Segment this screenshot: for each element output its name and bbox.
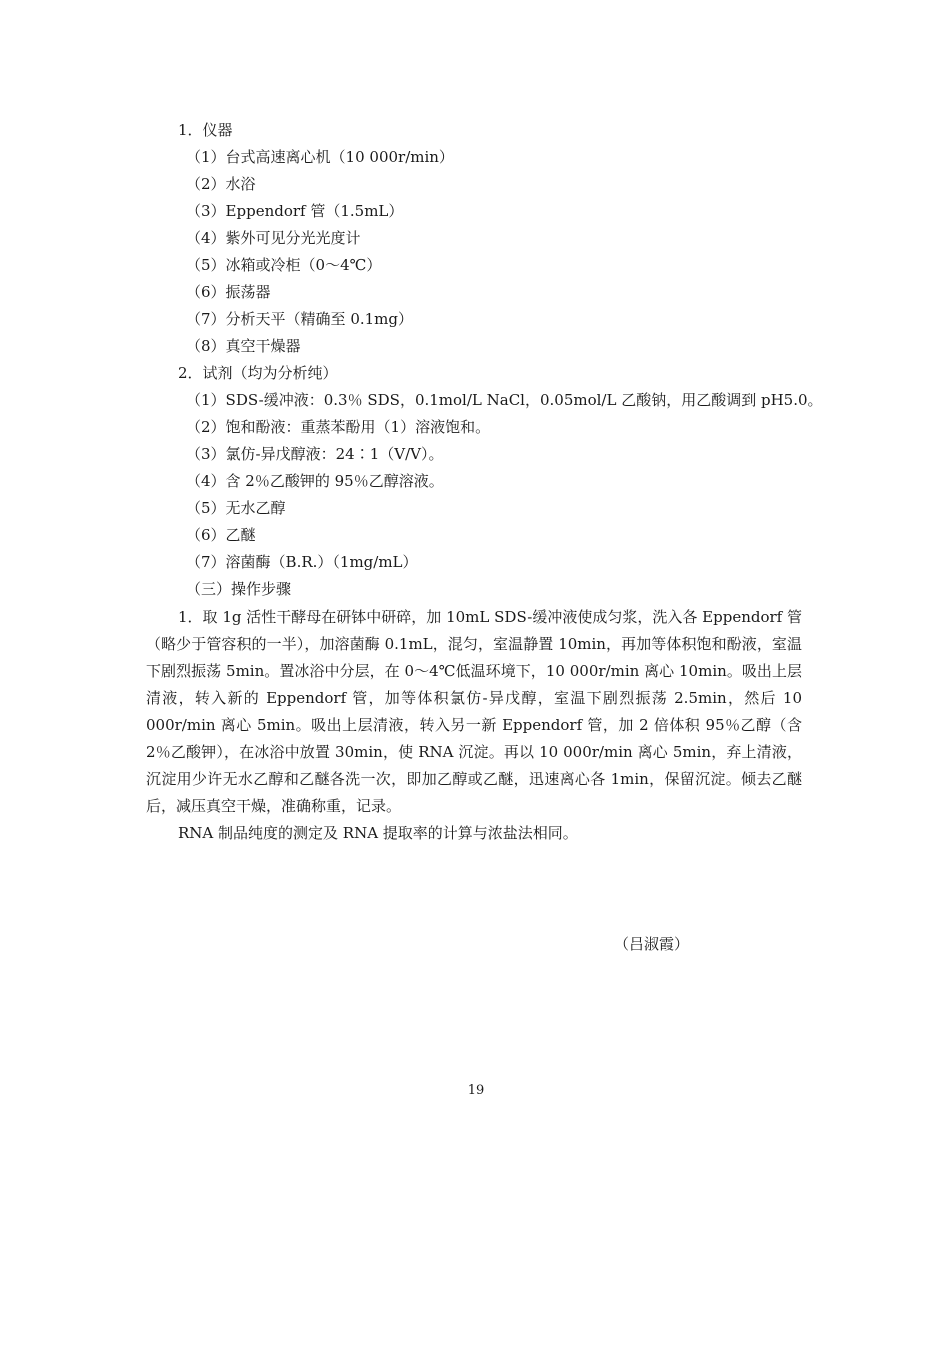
- instrument-item: （4）紫外可见分光光度计: [186, 229, 361, 247]
- reagent-item: （5）无水乙醇: [186, 499, 286, 517]
- procedure-heading: （三）操作步骤: [186, 580, 292, 598]
- reagent-item: （6）乙醚: [186, 526, 256, 544]
- reagent-item: （4）含 2％乙酸钾的 95％乙醇溶液。: [186, 472, 444, 490]
- reagents-heading: 2．试剂（均为分析纯）: [178, 364, 338, 382]
- page-number: 19: [467, 1083, 485, 1098]
- procedure-body: [146, 604, 802, 847]
- instrument-item: （5）冰箱或冷柜（0～4℃）: [186, 256, 382, 274]
- instrument-item: （7）分析天平（精确至 0.1mg）: [186, 310, 413, 328]
- reagent-item: （2）饱和酚液：重蒸苯酚用（1）溶液饱和。: [186, 418, 491, 436]
- instruments-heading: 1．仪器: [178, 121, 233, 139]
- reagent-item: （1）SDS-缓冲液：0.3％ SDS，0.1mol/L NaCl，0.05mol/L 乙酸钠，用乙酸调到 pH5.0。: [186, 391, 823, 409]
- instrument-item: （6）振荡器: [186, 283, 271, 301]
- author-name: （吕淑霞）: [614, 935, 690, 953]
- instrument-item: （1）台式高速离心机（10 000r/min）: [186, 148, 454, 166]
- instrument-item: （8）真空干燥器: [186, 337, 301, 355]
- reagent-item: （3）氯仿-异戊醇液：24∶1（V/V）。: [186, 445, 444, 463]
- procedure-paragraph: RNA 制品纯度的测定及 RNA 提取率的计算与浓盐法相同。: [178, 824, 578, 842]
- instrument-item: （3）Eppendorf 管（1.5mL）: [186, 202, 404, 220]
- reagent-item: （7）溶菌酶（B.R.）（1mg/mL）: [186, 553, 418, 571]
- instrument-item: （2）水浴: [186, 175, 256, 193]
- procedure-paragraph: 1．取 1g 活性干酵母在研钵中研碎，加 10mL SDS-缓冲液使成匀浆，洗入各 Eppendorf 管（略少于管容积的一半），加溶菌酶 0.1mL，混匀，室温静置 10min，再加等体积饱和酚液，室温下剧烈振荡 5min。置冰浴中分层，在 0～4℃低温环境下，10 000r/min 离心 10min。吸出上层清液，转入新的 Eppendorf 管，加等体积氯仿-异戊醇，室温下剧烈振荡 2.5min，然后 10 000r/min 离心 5min。吸出上层清液，转入另一新 Eppendorf 管，加 2 倍体积 95％乙醇（含 2％乙酸钾），在冰浴中放置 30min，使 RNA 沉淀。再以 10 000r/min 离心 5min，弃上清液，沉淀用少许无水乙醇和乙醚各洗一次，即加乙醇或乙醚，迅速离心各 1min，保留沉淀。倾去乙醚后，减压真空干燥，准确称重，记录。: [146, 608, 802, 815]
